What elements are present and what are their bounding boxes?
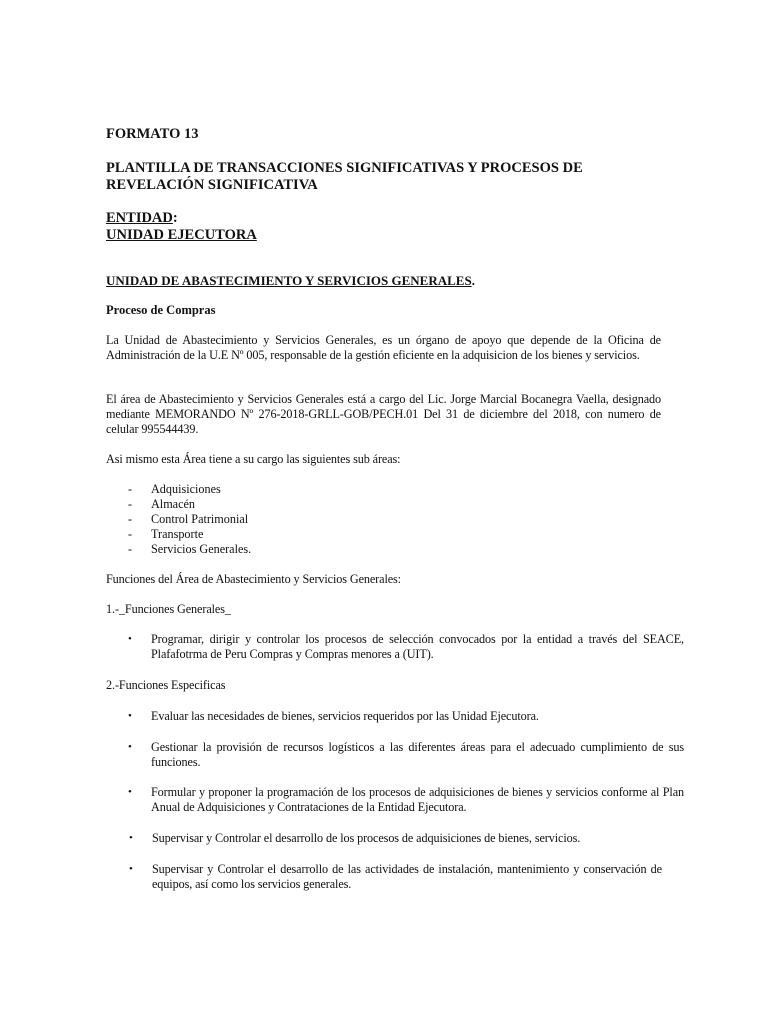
subareas-list [128, 482, 251, 557]
bullet-icon: • [129, 863, 133, 875]
entity-block [106, 210, 257, 244]
format-number: FORMATO 13 [106, 126, 199, 142]
list-item: - Servicios Generales. [128, 542, 252, 556]
paragraph-unit-description: La Unidad de Abastecimiento y Servicios Generales, es un órgano de apoyo que depende de la Oficina de Administración de la U.E Nº 005, responsable de la gestión eficiente en la adquisicion de los bienes y servicios. [106, 333, 661, 362]
list-item [128, 632, 684, 662]
paragraph-area-manager: El área de Abastecimiento y Servicios Generales está a cargo del Lic. Jorge Marcial Bocanegra Vaella, designado mediante MEMORANDO Nº 276-2018-GRLL-GOB/PECH.01 Del 31 de diciembre del 2018, con numero de celular 995544439. [106, 392, 661, 436]
section-heading [106, 273, 475, 288]
bullet-icon: • [129, 832, 133, 844]
list-item: - Control Patrimonial [128, 512, 249, 526]
paragraph-subareas-intro: Asi mismo esta Área tiene a su cargo las siguientes sub áreas: [106, 452, 401, 466]
paragraph-functions-intro: Funciones del Área de Abastecimiento y Servicios Generales: [106, 572, 401, 586]
list-item: - Almacén [128, 497, 195, 511]
entity-label-line [106, 210, 257, 227]
specific-functions-heading: 2.-Funciones Especificas [106, 678, 226, 692]
list-item: • Supervisar y Controlar el desarrollo de los procesos de adquisiciones de bienes, servicios. [129, 831, 581, 845]
entity-colon: : [172, 210, 178, 226]
bullet-icon: • [128, 786, 132, 798]
bullet-icon: • [128, 710, 132, 722]
list-item: • Supervisar y Controlar el desarrollo de las actividades de instalación, mantenimiento y conservación de equipos, así como los servicios generales. [129, 862, 662, 891]
bullet-icon: • [128, 633, 132, 645]
list-item: • Gestionar la provisión de recursos logísticos a las diferentes áreas para el adecuado cumplimiento de sus funciones. [128, 740, 684, 769]
unit-label: UNIDAD EJECUTORA [106, 227, 257, 243]
title-line-2: REVELACIÓN SIGNIFICATIVA [106, 177, 318, 193]
list-item: • Evaluar las necesidades de bienes, servicios requeridos por las Unidad Ejecutora. [128, 709, 539, 723]
general-functions-heading: 1.-_Funciones Generales_ [106, 602, 231, 616]
section-heading-period: . [471, 273, 475, 288]
list-item: - Adquisiciones [128, 482, 221, 496]
document-title [106, 160, 583, 194]
entity-label: ENTIDAD [106, 210, 173, 226]
list-item: • Formular y proponer la programación de los procesos de adquisiciones de bienes y servicios conforme al Plan Anual de Adquisiciones y Contrataciones de la Entidad Ejecutora. [128, 785, 684, 814]
list-item: - Transporte [128, 527, 204, 541]
section-heading-text: UNIDAD DE ABASTECIMIENTO Y SERVICIOS GENERALES [106, 273, 472, 288]
section-subheading: Proceso de Compras [106, 303, 216, 317]
title-line-1: PLANTILLA DE TRANSACCIONES SIGNIFICATIVAS Y PROCESOS DE [106, 160, 583, 176]
general-function-text: Programar, dirigir y controlar los procesos de selección convocados por la entidad a través del SEACE, Plafafotrma de Peru Compras y Compras menores a (UIT). [151, 632, 684, 661]
bullet-icon: • [128, 741, 132, 753]
